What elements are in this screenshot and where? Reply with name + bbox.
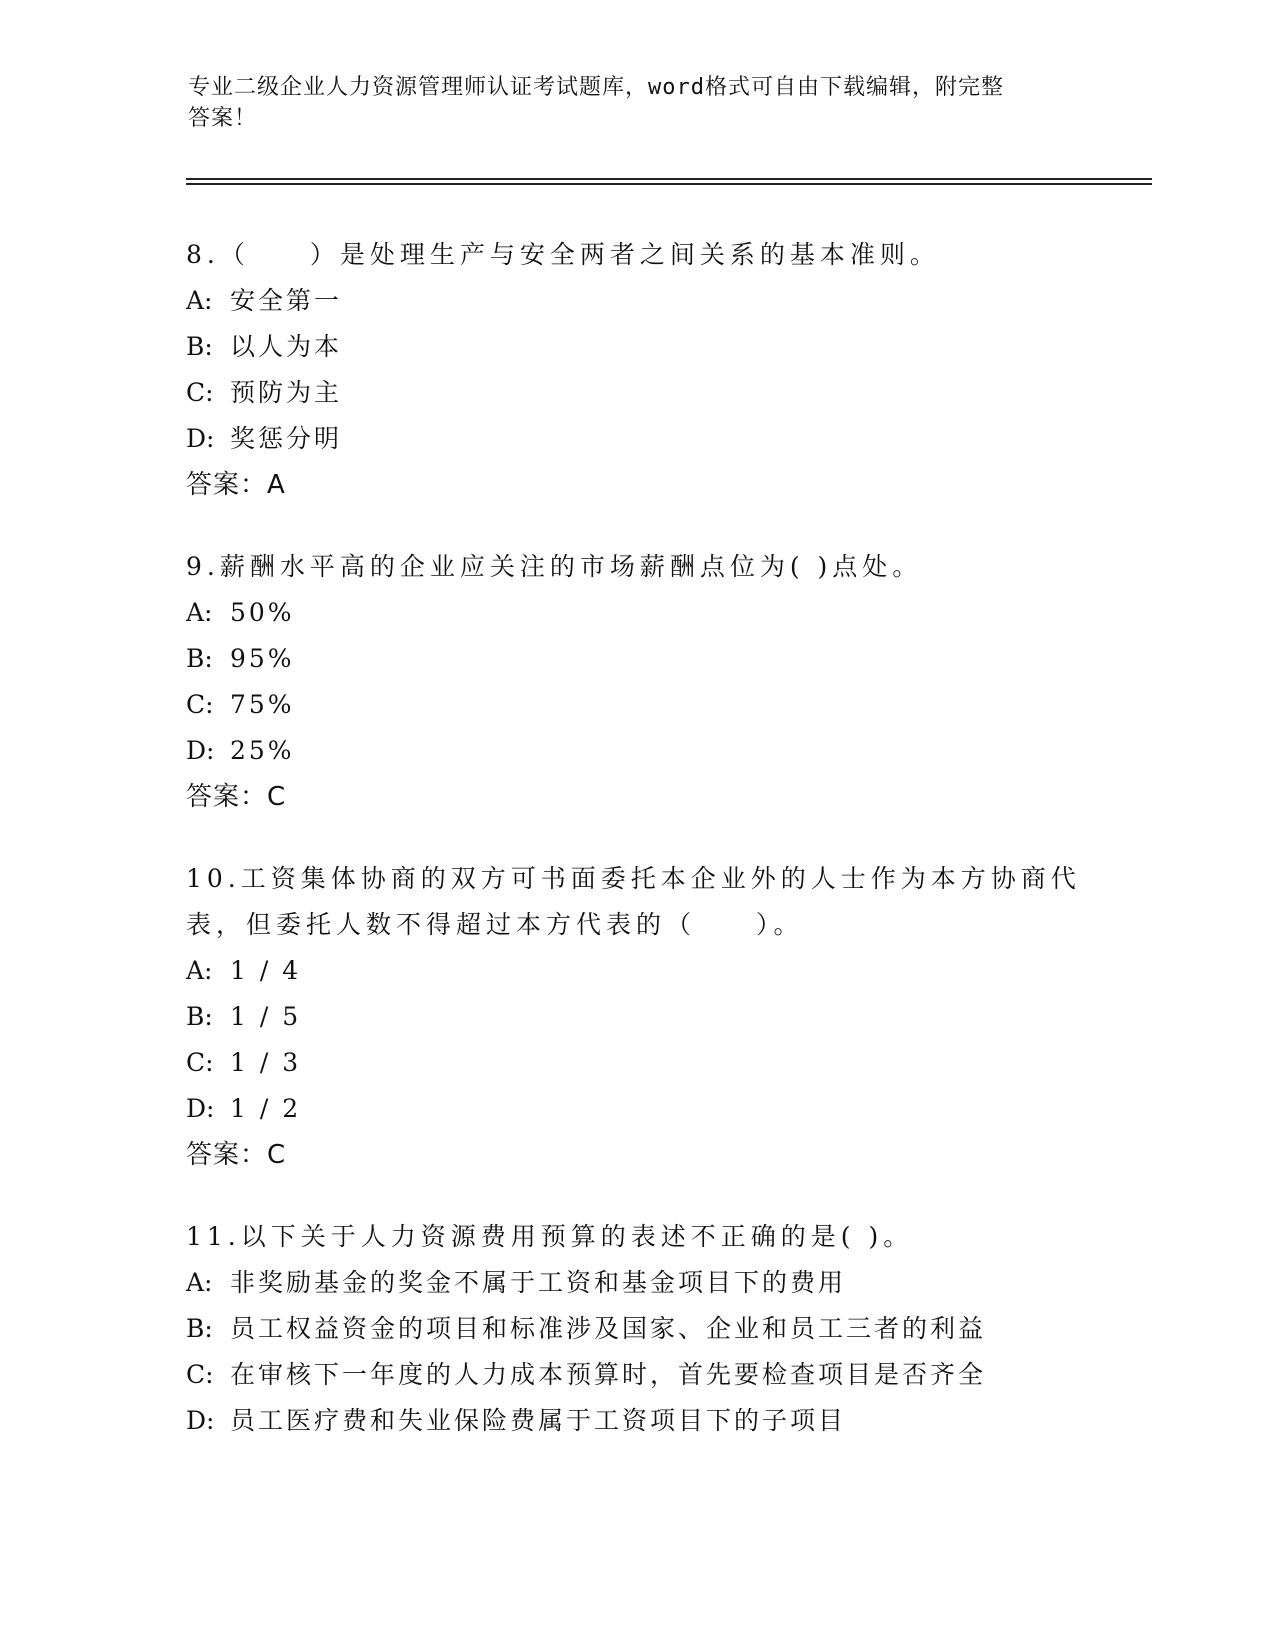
header-line-2: 答案！: [188, 106, 258, 131]
option-text: 1 / 4: [230, 956, 302, 985]
question-11: [186, 1214, 1126, 1444]
question-10: [186, 856, 1126, 1178]
option-d: [186, 416, 1126, 462]
answer-line: 答案：C: [186, 782, 287, 812]
option-text: 25%: [230, 736, 295, 765]
option-text: 安全第一: [230, 286, 343, 315]
option-text: 员工医疗费和失业保险费属于工资项目下的子项目: [230, 1406, 847, 1435]
option-d: [186, 728, 1126, 774]
option-text: 以人为本: [230, 332, 343, 361]
option-letter: B:: [186, 1314, 213, 1343]
option-letter: C:: [186, 690, 214, 719]
option-text: 预防为主: [230, 378, 343, 407]
answer-line: 答案：A: [186, 470, 286, 500]
question-9: [186, 544, 1126, 820]
option-text: 1 / 2: [230, 1094, 302, 1123]
option-a: [186, 948, 1126, 994]
option-letter: A:: [186, 598, 213, 627]
option-c: [186, 682, 1126, 728]
question-stem: 8.（ ）是处理生产与安全两者之间关系的基本准则。: [186, 240, 940, 269]
option-letter: D:: [186, 1406, 215, 1435]
option-text: 75%: [230, 690, 295, 719]
option-text: 员工权益资金的项目和标准涉及国家、企业和员工三者的利益: [230, 1314, 987, 1343]
option-letter: B:: [186, 332, 213, 361]
option-b: [186, 636, 1126, 682]
option-text: 95%: [230, 644, 295, 673]
option-letter: D:: [186, 1094, 215, 1123]
option-d: [186, 1086, 1126, 1132]
question-8: [186, 232, 1126, 508]
option-letter: B:: [186, 1002, 213, 1031]
option-letter: C:: [186, 1360, 214, 1389]
option-letter: A:: [186, 956, 213, 985]
question-list: [186, 232, 1126, 1480]
option-b: [186, 1306, 1126, 1352]
option-c: [186, 1352, 1126, 1398]
option-c: [186, 1040, 1126, 1086]
option-text: 1 / 3: [230, 1048, 302, 1077]
option-letter: A:: [186, 286, 213, 315]
option-a: [186, 590, 1126, 636]
question-stem: 11.以下关于人力资源费用预算的表述不正确的是( )。: [186, 1222, 914, 1251]
header-divider-bottom: [186, 183, 1152, 185]
option-c: [186, 370, 1126, 416]
answer-line: 答案：C: [186, 1140, 287, 1170]
header-divider-top: [186, 178, 1152, 180]
document-header: [188, 72, 1088, 134]
question-stem: 9.薪酬水平高的企业应关注的市场薪酬点位为( )点处。: [186, 552, 923, 581]
option-text: 1 / 5: [230, 1002, 302, 1031]
option-letter: B:: [186, 644, 213, 673]
question-stem: 10.工资集体协商的双方可书面委托本企业外的人士作为本方协商代表，但委托人数不得超过本方代表的（ ）。: [186, 864, 1081, 939]
option-letter: C:: [186, 1048, 214, 1077]
option-letter: D:: [186, 736, 215, 765]
option-text: 非奖励基金的奖金不属于工资和基金项目下的费用: [230, 1268, 847, 1297]
option-letter: C:: [186, 378, 214, 407]
option-text: 50%: [230, 598, 295, 627]
option-text: 在审核下一年度的人力成本预算时，首先要检查项目是否齐全: [230, 1360, 987, 1389]
option-text: 奖惩分明: [230, 424, 343, 453]
header-line-1: 专业二级企业人力资源管理师认证考试题库，word格式可自由下载编辑，附完整: [188, 75, 1004, 100]
option-a: [186, 278, 1126, 324]
option-letter: A:: [186, 1268, 213, 1297]
option-a: [186, 1260, 1126, 1306]
option-d: [186, 1398, 1126, 1444]
option-b: [186, 994, 1126, 1040]
option-letter: D:: [186, 424, 215, 453]
option-b: [186, 324, 1126, 370]
